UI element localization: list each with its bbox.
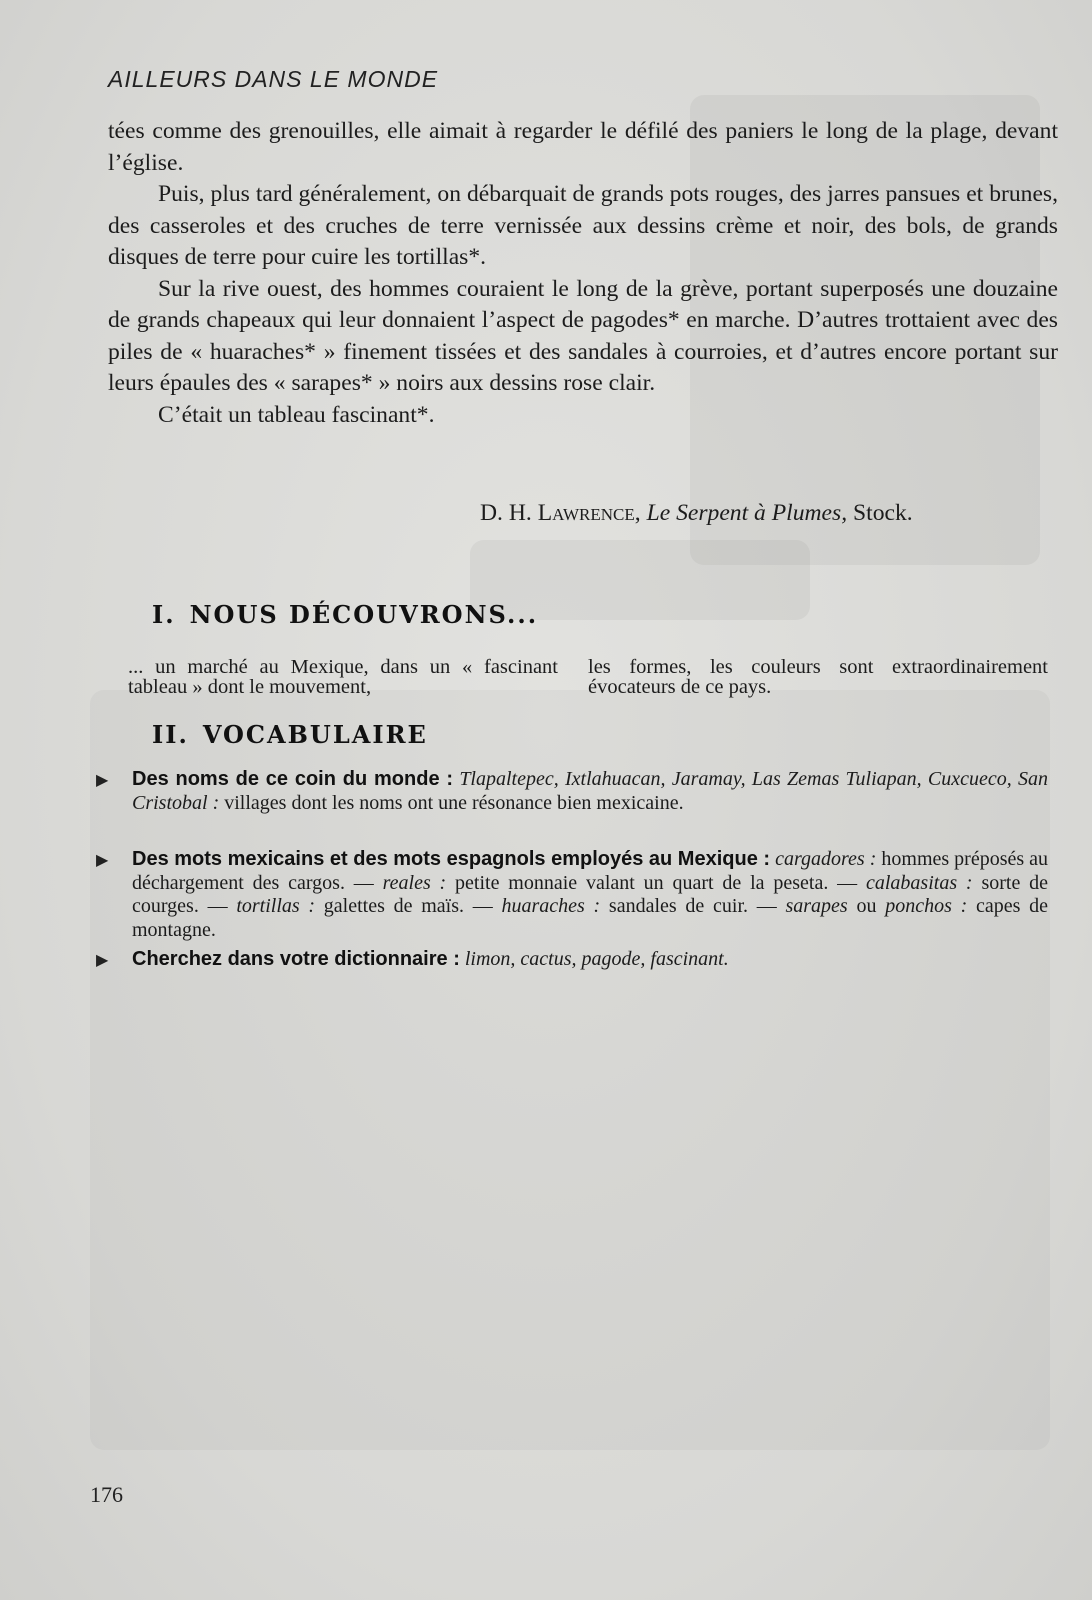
term: sarapes bbox=[785, 895, 848, 917]
term: reales : bbox=[382, 871, 447, 894]
section-title: NOUS DÉCOUVRONS... bbox=[189, 600, 539, 629]
triangle-bullet-icon: ▶ bbox=[96, 770, 109, 789]
definition: sorte de courges. — bbox=[132, 871, 1049, 917]
vocab-item bbox=[96, 848, 1048, 942]
term: ponchos : bbox=[885, 895, 968, 917]
place-names: Tlapaltepec, Ixtlahuacan, Jaramay, Las Zemas Tuliapan, Cuxcueco, San Cristobal : bbox=[132, 768, 1049, 814]
section-title: VOCABULAIRE bbox=[202, 720, 428, 749]
paragraph: C’était un tableau fascinant*. bbox=[158, 401, 435, 428]
definition: hommes préposés au déchargement des cargos. — bbox=[132, 848, 1049, 894]
term: huaraches : bbox=[501, 895, 601, 917]
paragraph: tées comme des grenouilles, elle aimait à regarder le défilé des paniers le long de la plage, devant l’église. bbox=[108, 118, 1058, 176]
intro-right-column: les formes, les couleurs sont extraordinairement évocateurs de ce pays. bbox=[588, 656, 1048, 698]
triangle-bullet-icon: ▶ bbox=[96, 950, 109, 969]
page-number: 176 bbox=[90, 1482, 123, 1507]
vocab-item-heading: Des mots mexicains et des mots espagnols employés au Mexique : bbox=[132, 848, 771, 870]
term: calabasitas : bbox=[866, 871, 973, 894]
paragraph: Puis, plus tard généralement, on débarquait de grands pots rouges, des jarres pansues et brunes, des casseroles et des cruches de terre vernissée aux dessins crème et noir, des bols, de grands disques de terre pour cuire les tortillas*. bbox=[108, 181, 1058, 270]
author-name: Lawrence, bbox=[537, 500, 641, 526]
vocab-definition: villages dont les noms ont une résonance bien mexicaine. bbox=[224, 791, 684, 814]
vocab-item-heading: Cherchez dans votre dictionnaire : bbox=[132, 948, 460, 970]
running-head: AILLEURS DANS LE MONDE bbox=[108, 66, 439, 92]
term: cargadores : bbox=[775, 848, 877, 870]
term: tortillas : bbox=[236, 895, 316, 917]
two-column-intro bbox=[128, 657, 1048, 697]
section-number: II. bbox=[152, 720, 189, 749]
vocab-item bbox=[96, 948, 1048, 972]
section-heading-2 bbox=[152, 720, 428, 749]
section-number: I. bbox=[152, 600, 176, 629]
definition: sandales de cuir. — bbox=[608, 895, 777, 917]
definition: galettes de maïs. — bbox=[323, 895, 493, 917]
source-attribution bbox=[480, 500, 913, 527]
definition: capes de montagne. bbox=[132, 895, 1049, 941]
vocab-item-heading: Des noms de ce coin du monde : bbox=[132, 768, 454, 790]
triangle-bullet-icon: ▶ bbox=[96, 850, 109, 869]
publisher: Stock. bbox=[853, 500, 913, 526]
author-initials: D. H. bbox=[480, 500, 532, 526]
dictionary-words: limon, cactus, pagode, fascinant. bbox=[464, 948, 729, 970]
paragraph: Sur la rive ouest, des hommes couraient le long de la grève, portant superposés une douzaine de grands chapeaux qui leur donnaient l’aspect de pagodes* en marche. D’autres trottaient avec des piles de « huaraches* » finement tissées et des sandales à courroies, et d’autres encore portant sur leurs épaules des « sarapes* » noirs aux dessins rose clair. bbox=[108, 275, 1058, 396]
intro-left-column: ... un marché au Mexique, dans un « fascinant tableau » dont le mouvement, bbox=[128, 656, 558, 698]
work-title: Le Serpent à Plumes, bbox=[646, 500, 848, 526]
section-heading-1 bbox=[152, 600, 538, 629]
literary-excerpt bbox=[108, 116, 1058, 431]
conjunction: ou bbox=[856, 895, 877, 917]
definition: petite monnaie valant un quart de la peseta. — bbox=[455, 871, 858, 894]
vocab-item bbox=[96, 768, 1048, 815]
